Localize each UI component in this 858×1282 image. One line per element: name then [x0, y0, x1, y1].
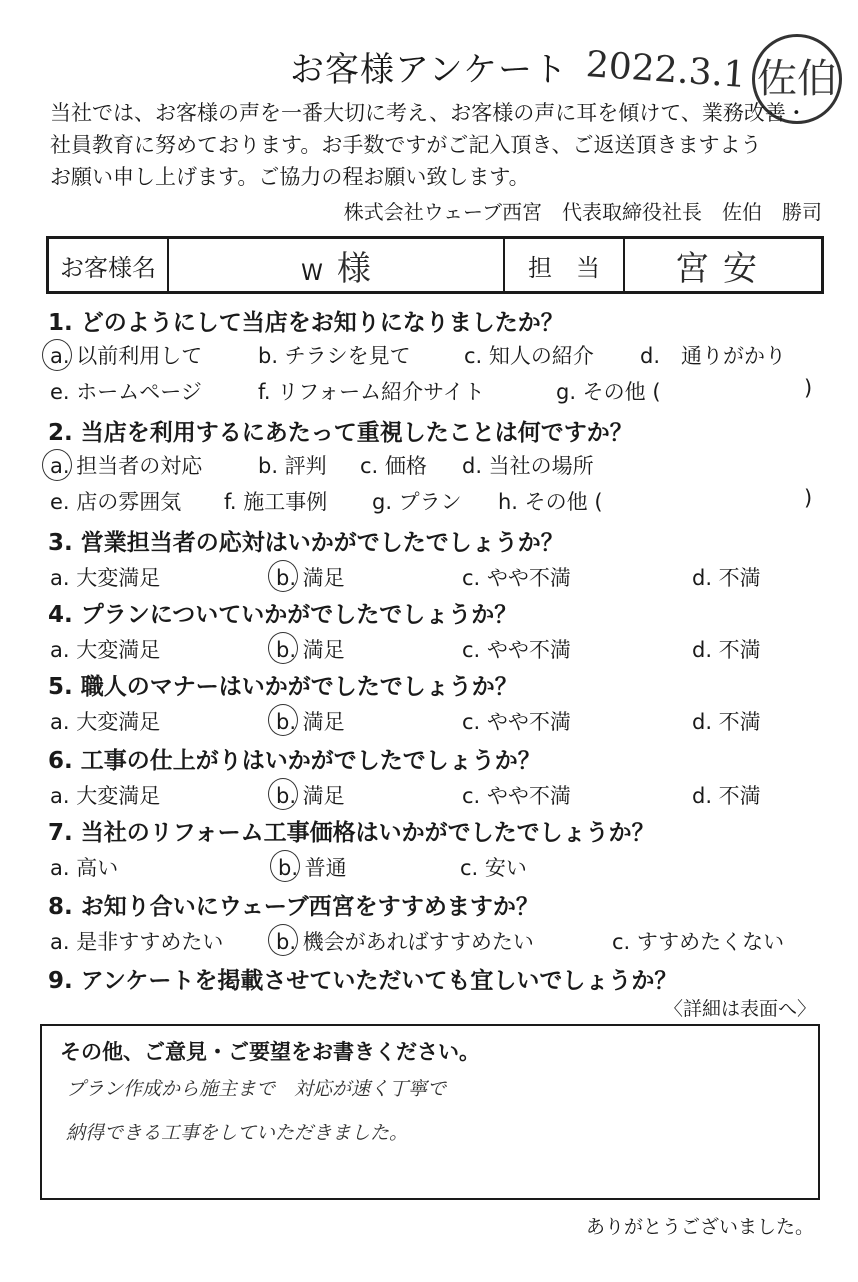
- seal-stamp-text: 佐伯: [757, 56, 837, 102]
- q4-option-a: a. 大変満足: [50, 638, 161, 662]
- q2-option-g: g. プラン: [372, 490, 462, 514]
- q4-option-c: c. やや不満: [462, 638, 571, 662]
- q7-answer-circle: [270, 850, 300, 882]
- customer-info-table: [46, 236, 824, 294]
- question-5: 5. 職人のマナーはいかがでしたでしょうか？: [48, 674, 518, 700]
- q6-option-d: d. 不満: [692, 784, 761, 808]
- staff-name-field: [624, 238, 823, 293]
- survey-title: お客様アンケート: [290, 50, 568, 90]
- q5-answer-circle: [268, 704, 298, 736]
- q5-option-c: c. やや不満: [462, 710, 571, 734]
- q2-option-h: h. その他 (: [498, 490, 603, 514]
- q1-option-d: d. 通りがかり: [640, 344, 787, 368]
- q7-option-a: a. 高い: [50, 856, 119, 880]
- q7-option-c: c. 安い: [460, 856, 527, 880]
- q8-option-a: a. 是非すすめたい: [50, 930, 224, 954]
- q5-option-d: d. 不満: [692, 710, 761, 734]
- q4-option-b: b. 満足: [276, 638, 345, 662]
- q6-option-a: a. 大変満足: [50, 784, 161, 808]
- intro-line-2: 社員教育に努めております。お手数ですがご記入頂き、ご返送頂きますよう: [50, 133, 762, 157]
- q2-option-a: a. 担当者の対応: [50, 454, 203, 478]
- staff-label: 担 当: [504, 238, 624, 293]
- company-signature: 株式会社ウェーブ西宮 代表取締役社長 佐伯 勝司: [343, 200, 822, 224]
- q4-answer-circle: [268, 632, 298, 664]
- question-3: 3. 営業担当者の応対はいかがでしたでしょうか？: [48, 530, 564, 556]
- q6-answer-circle: [268, 778, 298, 810]
- q2-option-d: d. 当社の場所: [462, 454, 594, 478]
- question-1: 1. どのようにして当店をお知りになりましたか？: [48, 310, 564, 336]
- q8-option-b: b. 機会があればすすめたい: [276, 930, 534, 954]
- intro-line-1: 当社では、お客様の声を一番大切に考え、お客様の声に耳を傾けて、業務改善・: [50, 101, 807, 125]
- q2-option-c: c. 価格: [360, 454, 427, 478]
- q1-option-f: f. リフォーム紹介サイト: [258, 380, 485, 404]
- q1-answer-circle: [42, 339, 72, 371]
- q7-option-b: b. 普通: [278, 856, 347, 880]
- question-8: 8. お知り合いにウェーブ西宮をすすめますか？: [48, 894, 539, 920]
- q6-option-c: c. やや不満: [462, 784, 571, 808]
- customer-name-label: お客様名: [48, 238, 169, 293]
- q8-answer-circle: [268, 924, 298, 956]
- q4-option-d: d. 不満: [692, 638, 761, 662]
- q1-option-a: a. 以前利用して: [50, 344, 203, 368]
- q3-option-b: b. 満足: [276, 566, 345, 590]
- question-7: 7. 当社のリフォーム工事価格はいかがでしたでしょうか？: [48, 820, 655, 846]
- customer-name-value: W: [301, 260, 323, 286]
- intro-line-3: お願い申し上げます。ご協力の程お願い致します。: [50, 165, 530, 189]
- q6-option-b: b. 満足: [276, 784, 345, 808]
- q2-option-h-close: ): [804, 486, 813, 510]
- q5-option-a: a. 大変満足: [50, 710, 161, 734]
- question-4: 4. プランについていかがでしたでしょうか？: [48, 602, 518, 628]
- q2-option-f: f. 施工事例: [224, 490, 328, 514]
- q3-answer-circle: [268, 560, 298, 592]
- question-2: 2. 当店を利用するにあたって重視したことは何ですか？: [48, 420, 633, 446]
- comment-box: [40, 1024, 820, 1200]
- q1-option-e: e. ホームページ: [50, 380, 202, 404]
- thanks-message: ありがとうございました。: [585, 1216, 814, 1238]
- q3-option-c: c. やや不満: [462, 566, 571, 590]
- q5-option-b: b. 満足: [276, 710, 345, 734]
- q3-option-d: d. 不満: [692, 566, 761, 590]
- q1-option-b: b. チラシを見て: [258, 344, 411, 368]
- comment-line-1: プラン作成から施主まで 対応が速く丁寧で: [66, 1078, 447, 1100]
- question-6: 6. 工事の仕上がりはいかがでしたでしょうか？: [48, 748, 541, 774]
- q2-option-e: e. 店の雰囲気: [50, 490, 182, 514]
- staff-name-value: 宮安: [675, 248, 771, 289]
- comment-title: その他、ご意見・ご要望をお書きください。: [60, 1040, 480, 1064]
- q1-option-g-close: ): [804, 376, 813, 400]
- q2-answer-circle: [42, 449, 72, 481]
- q3-option-a: a. 大変満足: [50, 566, 161, 590]
- q1-option-c: c. 知人の紹介: [464, 344, 594, 368]
- customer-name-field: [168, 238, 504, 293]
- question-9: 9. アンケートを掲載させていただいても宜しいでしょうか？: [48, 968, 678, 994]
- handwritten-date: 2022.3.1: [584, 44, 748, 97]
- q2-option-b: b. 評判: [258, 454, 327, 478]
- q8-option-c: c. すすめたくない: [612, 930, 785, 954]
- customer-name-suffix: 様: [336, 248, 371, 289]
- detail-note: 〈詳細は表面へ〉: [663, 998, 816, 1020]
- comment-line-2: 納得できる工事をしていただきました。: [66, 1122, 409, 1144]
- q1-option-g: g. その他 (: [556, 380, 661, 404]
